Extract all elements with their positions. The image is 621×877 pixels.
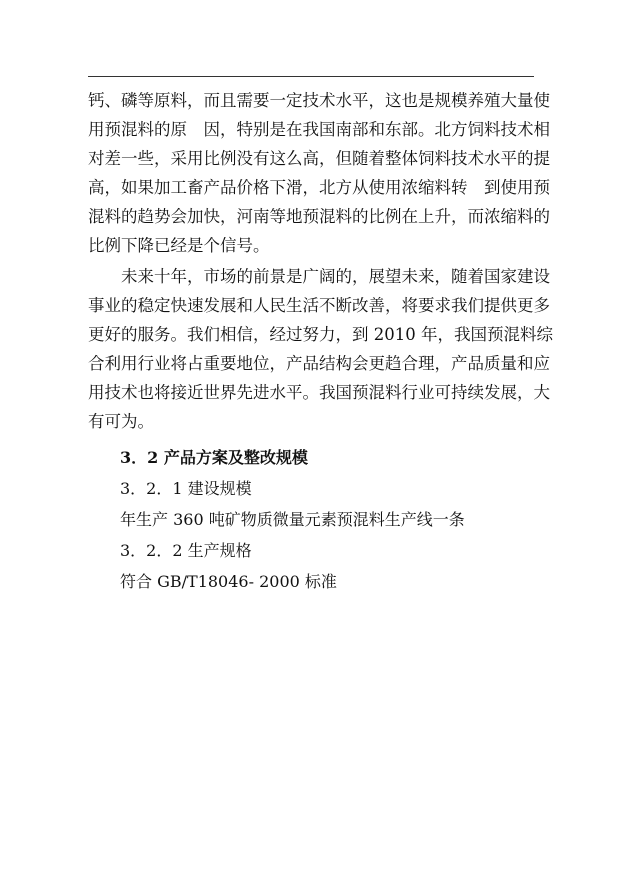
body-text bbox=[88, 86, 553, 597]
paragraph-line: 有可为。 bbox=[88, 412, 154, 431]
paragraph-line: 对差一些，采用比例没有这么高，但随着整体饲料技术水平的提 bbox=[88, 149, 550, 168]
section-heading-3-2: 3．2 产品方案及整改规模 bbox=[120, 448, 308, 467]
section-content-3-2-2: 符合 GB/T18046- 2000 标准 bbox=[120, 572, 337, 591]
paragraph-line: 比例下降已经是个信号。 bbox=[88, 236, 270, 255]
paragraph-line: 用预混料的原 因，特别是在我国南部和东部。北方饲料技术相 bbox=[88, 120, 550, 139]
paragraph-line: 钙、磷等原料，而且需要一定技术水平，这也是规模养殖大量使 bbox=[88, 91, 550, 110]
paragraph-outlook bbox=[88, 262, 553, 436]
paragraph-line: 事业的稳定快速发展和人民生活不断改善，将要求我们提供更多 bbox=[88, 296, 550, 315]
paragraph-line: 更好的服务。我们相信，经过努力，到 2010 年，我国预混料综 bbox=[88, 325, 553, 344]
paragraph-market-share bbox=[88, 86, 550, 260]
paragraph-line: 合利用行业将占重要地位，产品结构会更趋合理，产品质量和应 bbox=[88, 354, 550, 373]
paragraph-line: 混料的趋势会加快，河南等地预混料的比例在上升，而浓缩料的 bbox=[88, 207, 550, 226]
header-rule bbox=[88, 76, 534, 77]
section-content-3-2-1: 年生产 360 吨矿物质微量元素预混料生产线一条 bbox=[120, 510, 465, 529]
paragraph-line: 用技术也将接近世界先进水平。我国预混料行业可持续发展，大 bbox=[88, 383, 550, 402]
paragraph-line: 高，如果加工畜产品价格下滑，北方从使用浓缩料转 到使用预 bbox=[88, 178, 550, 197]
paragraph-line: 未来十年，市场的前景是广阔的，展望未来，随着国家建设 bbox=[88, 267, 550, 286]
section-heading-3-2-2: 3．2．2 生产规格 bbox=[120, 541, 252, 560]
section-heading-3-2-1: 3．2．1 建设规模 bbox=[120, 479, 252, 498]
